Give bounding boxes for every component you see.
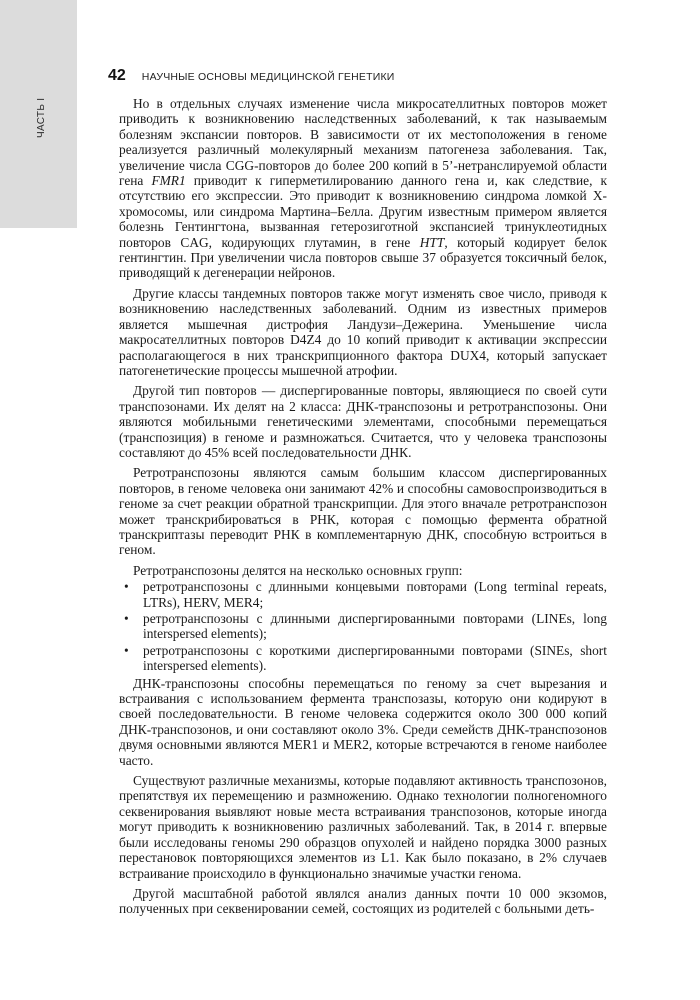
retrotransposon-groups-list	[119, 579, 607, 673]
gene-fmr1: FMR1	[151, 173, 186, 189]
part-label: ЧАСТЬ I	[36, 97, 47, 138]
part-side-tab	[0, 0, 77, 228]
paragraph-suppression-mechanisms: Существуют различные механизмы, которые подавляют активность транспозонов, препятствуя их перемещению и размножению. Однако технологии полногеномного секвенирования выявляют новые места встраивания транспозонов, которые иногда могут приводить к возникновению различных заболеваний. Так, в 2014 г. впервые были исследованы геномы 290 образцов опухолей и найдено порядка 3000 разных перестановок повторяющихся элементов из L1. Как было показано, в 2% случаев встраивание происходило в функционально значимые участки генома.	[119, 773, 607, 881]
paragraph-tandem-repeats: Другие классы тандемных повторов также могут изменять свое число, приводя к возникновению наследственных заболеваний. Одним из известных примеров является мышечная дистрофия Ландузи–Дежерина. Уменьшение числа макросателлитных повторов D4Z4 до 10 копий приводит к активации экспрессии располагающегося в них транскрипционного фактора DUX4, который запускает патогенетические процессы мышечной атрофии.	[119, 285, 607, 378]
paragraph-repeat-expansion: Но в отдельных случаях изменение числа микросателлитных повторов может приводить к возникновению наследственных заболеваний, к так называемым болезням экспансии повторов. В зависимости от их местоположения в геноме реализуется различный молекулярный механизм патогенеза заболевания. Так, увеличение числа CGG-повторов до более 200 копий в 5’-нетранслируемой области гена FMR1 приводит к гиперметилированию данного гена и, как следствие, к отсутствию его экспрессии. Это приводит к возникновению синдрома ломкой X-хромосомы, или синдрома Мартина–Белла. Другим известным примером является болезнь Гентингтона, вызванная гетерозиготной экспансией тринуклеотидных повторов CAG, кодирующих глутамин, в гене HTT, который кодирует белок гентингтин. При увеличении числа повторов свыше 37 образуется токсичный белок, приводящий к дегенерации нейронов.	[119, 96, 608, 281]
running-head	[108, 67, 608, 85]
gene-htt: HTT	[419, 234, 445, 250]
bullet-marker: •	[124, 642, 129, 658]
paragraph-dispersed-repeats: Другой тип повторов — диспергированные повторы, являющиеся по своей сути транспозонами. Их делят на 2 класса: ДНК-транспозоны и ретротранспозоны. Они являются мобильными генетическими элементами, способными перемещаться (транспозиция) в геноме и размножаться. Считается, что у человека транспозоны составляют до 45% всей последовательности ДНК.	[119, 383, 607, 460]
list-item: • ретротранспозоны с длинными диспергированными повторами (LINEs, long interspersed elements);	[124, 611, 607, 642]
paragraph-dna-transposons: ДНК-транспозоны способны перемещаться по геному за счет вырезания и встраивания с использованием фермента транспозазы, которую они кодируют в своей последовательности. В геноме человека содержится около 300 000 копий ДНК-транспозонов, и они составляют около 3%. Среди семейств ДНК-транспозонов двумя основными являются MER1 и MER2, которые встречаются в геноме наиболее часто.	[119, 675, 607, 768]
bullet-marker: •	[124, 611, 129, 626]
paragraph-retro-groups: Ретротранспозоны делятся на несколько основных групп:	[133, 562, 463, 578]
list-item: • ретротранспозоны с длинными концевыми повторами (Long terminal repeats, LTRs), HERV, MER4;	[124, 579, 607, 610]
paragraph-retrotransposons: Ретротранспозоны являются самым большим классом диспергированных повторов, в геноме человека они занимают 42% и способны самовоспроизводиться в геноме за счет реакции обратной транскрипции. Для этого вначале ретротранспозон может транскрибироваться в РНК, которая с помощью фермента обратной транскриптазы переводит РНК в комплементарную ДНК, способную встроиться в геном.	[119, 465, 607, 558]
bullet-marker: •	[124, 579, 129, 595]
page-body	[119, 96, 607, 922]
chapter-title: НАУЧНЫЕ ОСНОВЫ МЕДИЦИНСКОЙ ГЕНЕТИКИ	[141, 71, 395, 83]
list-item: • ретротранспозоны с короткими диспергированными повторами (SINEs, short interspersed elements).	[124, 642, 607, 674]
paragraph-exome-analysis: Другой масштабной работой являлся анализ данных почти 10 000 экзомов, полученных при секвенировании семей, состоящих из родителей с больными деть-	[119, 885, 607, 917]
page-number: 42	[108, 67, 126, 84]
